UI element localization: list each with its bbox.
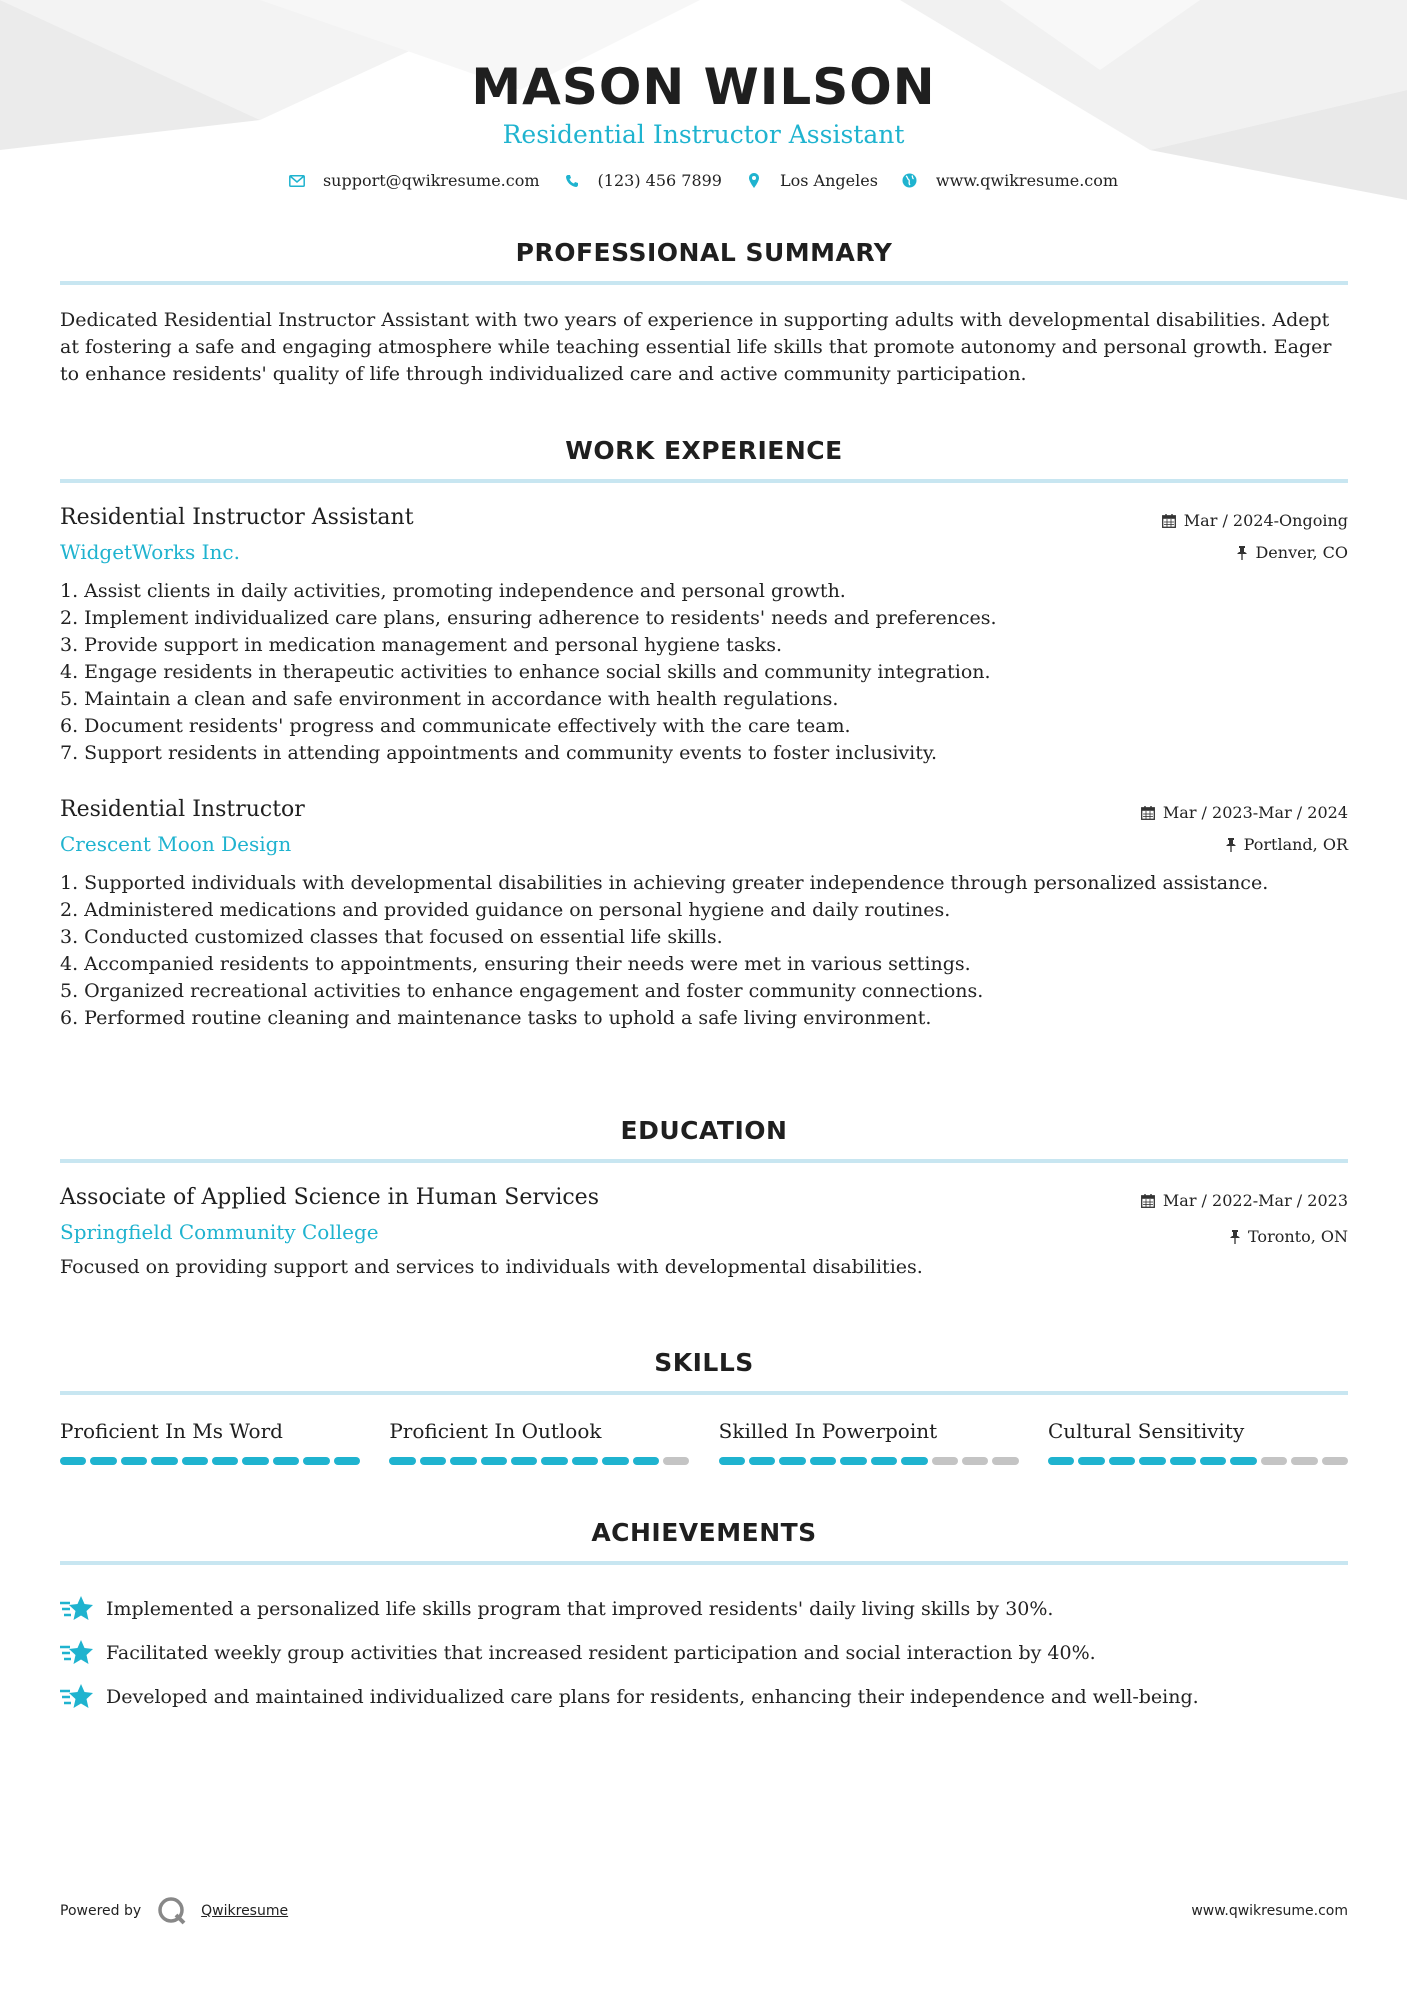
skill-segment-filled: [901, 1457, 927, 1465]
list-item: 1. Assist clients in daily activities, promoting independence and personal growth.: [60, 580, 846, 602]
skill-item: [1048, 1419, 1348, 1465]
job-location: [1237, 543, 1348, 562]
skill-segment-empty: [1322, 1457, 1348, 1465]
skill-item: [719, 1419, 1019, 1465]
education-location-text: Toronto, ON: [1248, 1227, 1348, 1246]
skill-segment-empty: [992, 1457, 1018, 1465]
skill-segment-filled: [1109, 1457, 1135, 1465]
education-dates: [1141, 1191, 1348, 1210]
skill-segment-filled: [60, 1457, 86, 1465]
job-company: Crescent Moon Design: [60, 832, 292, 856]
calendar-icon: [1141, 1194, 1155, 1208]
skill-name: Cultural Sensitivity: [1047, 1419, 1245, 1443]
powered-by-label: Powered by: [60, 1903, 142, 1919]
list-item: 6. Document residents' progress and communicate effectively with the care team.: [60, 715, 851, 737]
job-dates-text: Mar / 2023-Mar / 2024: [1162, 803, 1348, 822]
skill-segment-filled: [242, 1457, 268, 1465]
map-pin-icon: [746, 173, 762, 189]
email-text: support@qwikresume.com: [322, 171, 540, 190]
skill-segment-filled: [303, 1457, 329, 1465]
degree-title: Associate of Applied Science in Human Services: [60, 1185, 599, 1210]
list-item: [60, 1631, 1348, 1675]
skill-segment-filled: [541, 1457, 567, 1465]
section-divider: [60, 1561, 1348, 1565]
list-item: 2. Administered medications and provided guidance on personal hygiene and daily routines.: [60, 899, 951, 921]
skill-segment-filled: [389, 1457, 415, 1465]
skill-segment-filled: [572, 1457, 598, 1465]
skill-segment-filled: [840, 1457, 866, 1465]
skill-segment-filled: [602, 1457, 628, 1465]
skill-segment-empty: [663, 1457, 689, 1465]
achievements-list: [60, 1587, 1348, 1719]
job-duties: [60, 870, 1348, 1032]
resume-header: [0, 58, 1407, 190]
job-dates: [1162, 511, 1348, 530]
section-divider: [60, 1159, 1348, 1163]
job-dates: [1141, 803, 1348, 822]
candidate-name: MASON WILSON: [471, 58, 936, 116]
education-dates-text: Mar / 2022-Mar / 2023: [1162, 1191, 1348, 1210]
skill-segment-filled: [871, 1457, 897, 1465]
skill-segment-filled: [779, 1457, 805, 1465]
experience-section: [60, 436, 1348, 1032]
list-item: 5. Maintain a clean and safe environment in accordance with health regulations.: [60, 688, 839, 710]
pushpin-icon: [1237, 546, 1247, 560]
skill-item: [389, 1419, 689, 1465]
skill-segment-filled: [182, 1457, 208, 1465]
contact-location: [746, 171, 878, 190]
list-item: 3. Conducted customized classes that focused on essential life skills.: [60, 926, 723, 948]
education-title: EDUCATION: [620, 1116, 788, 1145]
job-location-text: Denver, CO: [1255, 543, 1348, 562]
skill-segment-filled: [121, 1457, 147, 1465]
skill-segment-empty: [1291, 1457, 1317, 1465]
skill-level-bar: [719, 1457, 1019, 1465]
qwikresume-link[interactable]: Qwikresume: [201, 1903, 289, 1919]
contact-website[interactable]: [902, 171, 1118, 190]
pushpin-icon: [1226, 838, 1236, 852]
contact-phone[interactable]: [564, 171, 722, 190]
job-location-text: Portland, OR: [1243, 835, 1348, 854]
education-description: Focused on providing support and services to individuals with developmental disabilities.: [60, 1256, 923, 1278]
section-divider: [60, 1391, 1348, 1395]
list-item: 3. Provide support in medication management and personal hygiene tasks.: [60, 634, 783, 656]
summary-section: [60, 238, 1348, 388]
job-duties: [60, 578, 1348, 767]
skill-level-bar: [60, 1457, 360, 1465]
achievement-text: Facilitated weekly group activities that increased resident participation and social interaction by 40%.: [106, 1642, 1096, 1664]
skill-segment-filled: [1170, 1457, 1196, 1465]
skill-segment-filled: [151, 1457, 177, 1465]
list-item: [60, 1587, 1348, 1631]
phone-text: (123) 456 7899: [597, 171, 722, 190]
location-text: Los Angeles: [779, 171, 878, 190]
job-title: Residential Instructor Assistant: [60, 505, 414, 530]
section-divider: [60, 479, 1348, 483]
job-entry: [60, 797, 1348, 1032]
job-dates-text: Mar / 2024-Ongoing: [1183, 511, 1348, 530]
education-location: [1230, 1227, 1348, 1246]
section-divider: [60, 281, 1348, 285]
skill-name: Skilled In Powerpoint: [718, 1419, 938, 1443]
job-title: Residential Instructor: [60, 797, 305, 822]
list-item: 1. Supported individuals with developmental disabilities in achieving greater independence through personalized assistance.: [60, 872, 1269, 894]
skill-segment-filled: [273, 1457, 299, 1465]
school-name: Springfield Community College: [60, 1220, 379, 1244]
skill-segment-filled: [334, 1457, 360, 1465]
skill-segment-filled: [749, 1457, 775, 1465]
list-item: 6. Performed routine cleaning and maintenance tasks to uphold a safe living environment.: [60, 1007, 932, 1029]
skill-segment-empty: [932, 1457, 958, 1465]
achievements-title: ACHIEVEMENTS: [591, 1518, 817, 1547]
list-item: 5. Organized recreational activities to enhance engagement and foster community connections.: [60, 980, 984, 1002]
list-item: 4. Engage residents in therapeutic activities to enhance social skills and community integration.: [60, 661, 991, 683]
star-icon: [60, 1594, 94, 1624]
list-item: 7. Support residents in attending appointments and community events to foster inclusivity.: [60, 742, 938, 764]
experience-title: WORK EXPERIENCE: [565, 436, 843, 465]
skill-segment-filled: [1230, 1457, 1256, 1465]
skill-segment-filled: [1139, 1457, 1165, 1465]
website-text: www.qwikresume.com: [935, 171, 1119, 190]
page-footer: [60, 1896, 1348, 1926]
list-item: [60, 1675, 1348, 1719]
skill-segment-filled: [1200, 1457, 1226, 1465]
achievements-section: [60, 1518, 1348, 1719]
skills-section: [60, 1348, 1348, 1465]
envelope-icon: [289, 173, 305, 189]
skill-level-bar: [1048, 1457, 1348, 1465]
skill-segment-filled: [481, 1457, 507, 1465]
skill-segment-filled: [1078, 1457, 1104, 1465]
phone-icon: [564, 173, 580, 189]
job-company: WidgetWorks Inc.: [60, 540, 240, 564]
calendar-icon: [1141, 806, 1155, 820]
achievement-text: Implemented a personalized life skills program that improved residents' daily living skills by 30%.: [106, 1598, 1054, 1620]
skill-name: Proficient In Outlook: [389, 1419, 602, 1443]
star-icon: [60, 1638, 94, 1668]
globe-icon: [902, 173, 918, 189]
powered-by: [60, 1896, 288, 1926]
education-entry: [60, 1185, 1348, 1281]
skill-segment-filled: [212, 1457, 238, 1465]
skill-segment-empty: [962, 1457, 988, 1465]
job-location: [1226, 835, 1348, 854]
skill-segment-filled: [420, 1457, 446, 1465]
summary-text: Dedicated Residential Instructor Assistant with two years of experience in supporting adults with developmental disabilities. Adept at fostering a safe and engaging atmosphere while teaching essential life skills that promote autonomy and personal growth. Eager to enhance residents' quality of life through individualized care and active community participation.: [60, 309, 1332, 385]
contact-email[interactable]: [289, 171, 540, 190]
candidate-role: Residential Instructor Assistant: [502, 120, 905, 149]
star-icon: [60, 1682, 94, 1712]
qwikresume-logo-icon: [157, 1896, 187, 1926]
achievement-text: Developed and maintained individualized care plans for residents, enhancing their independence and well-being.: [106, 1686, 1199, 1708]
skill-segment-filled: [1048, 1457, 1074, 1465]
calendar-icon: [1162, 514, 1176, 528]
skill-segment-filled: [90, 1457, 116, 1465]
skill-level-bar: [389, 1457, 689, 1465]
skill-segment-empty: [1261, 1457, 1287, 1465]
contact-bar: [0, 171, 1407, 190]
skill-segment-filled: [719, 1457, 745, 1465]
skill-name: Proficient In Ms Word: [60, 1419, 283, 1443]
footer-website[interactable]: www.qwikresume.com: [1191, 1903, 1348, 1919]
skill-item: [60, 1419, 360, 1465]
skill-segment-filled: [511, 1457, 537, 1465]
skill-segment-filled: [633, 1457, 659, 1465]
skills-list: [60, 1419, 1348, 1465]
skills-title: SKILLS: [654, 1348, 754, 1377]
list-item: 4. Accompanied residents to appointments, ensuring their needs were met in various settings.: [60, 953, 971, 975]
skill-segment-filled: [450, 1457, 476, 1465]
education-section: [60, 1116, 1348, 1281]
job-entry: [60, 505, 1348, 767]
summary-title: PROFESSIONAL SUMMARY: [515, 238, 893, 267]
pushpin-icon: [1230, 1230, 1240, 1244]
list-item: 2. Implement individualized care plans, ensuring adherence to residents' needs and preferences.: [60, 607, 997, 629]
skill-segment-filled: [810, 1457, 836, 1465]
